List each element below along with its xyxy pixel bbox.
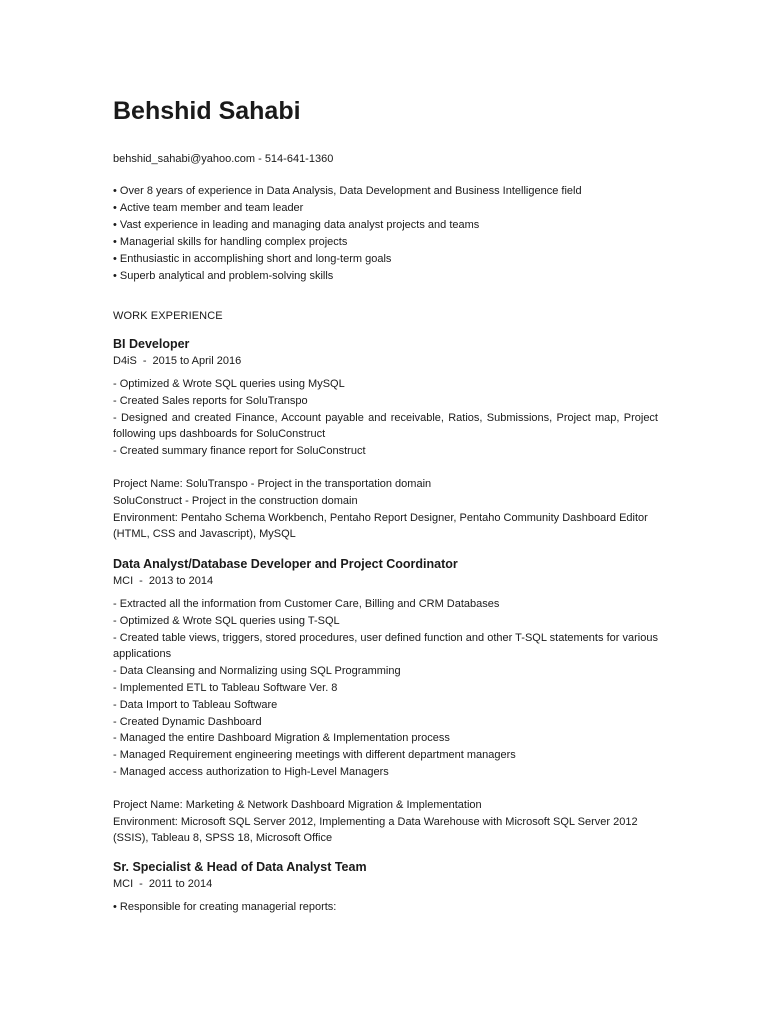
duty-item: - Data Import to Tableau Software — [113, 697, 658, 714]
job-meta-separator: - — [139, 575, 143, 587]
duty-item: - Created summary finance report for SoluConstruct — [113, 443, 658, 460]
project-details — [113, 797, 658, 847]
summary-list — [113, 183, 582, 285]
job-entry — [113, 858, 658, 916]
duty-item: - Data Cleansing and Normalizing using SQL Programming — [113, 663, 658, 680]
job-meta-separator: - — [142, 355, 147, 367]
job-meta-separator: - — [139, 878, 143, 890]
duty-list — [113, 376, 658, 460]
candidate-name: Behshid Sahabi — [113, 97, 301, 125]
duty-item: - Optimized & Wrote SQL queries using T-SQL — [113, 613, 658, 630]
job-company: MCI — [113, 878, 134, 890]
job-company: MCI — [113, 575, 134, 587]
summary-item: • Superb analytical and problem-solving skills — [113, 268, 582, 285]
job-period: 2011 to 2014 — [148, 878, 213, 890]
job-period: 2015 to April 2016 — [152, 355, 242, 367]
project-detail-line: SoluConstruct - Project in the construction domain — [113, 494, 358, 507]
duty-item: - Managed access authorization to High-Level Managers — [113, 764, 658, 781]
duty-item: - Created Dynamic Dashboard — [113, 714, 658, 731]
job-title: Sr. Specialist & Head of Data Analyst Team — [113, 860, 367, 874]
duty-item: - Managed the entire Dashboard Migration & Implementation process — [113, 730, 658, 747]
summary-item: • Managerial skills for handling complex projects — [113, 234, 582, 251]
duty-item: - Designed and created Finance, Account payable and receivable, Ratios, Submissions, Project map, Project following ups dashboards for SoluConstruct — [113, 410, 658, 444]
duty-item: - Created table views, triggers, stored procedures, user defined function and other T-SQL statements for various applications — [113, 630, 658, 664]
project-detail-line: Project Name: Marketing & Network Dashboard Migration & Implementation — [113, 798, 482, 811]
duty-item: - Optimized & Wrote SQL queries using MySQL — [113, 376, 658, 393]
bullet-item: • Responsible for creating managerial reports: — [113, 899, 658, 916]
contact-info: behshid_sahabi@yahoo.com - 514-641-1360 — [113, 153, 334, 165]
duty-item: - Implemented ETL to Tableau Software Ver. 8 — [113, 680, 658, 697]
work-experience-heading: WORK EXPERIENCE — [113, 310, 223, 322]
job-entry — [113, 335, 658, 543]
job-period: 2013 to 2014 — [148, 575, 214, 587]
job-meta — [113, 876, 658, 893]
job-meta — [113, 573, 658, 590]
bullet-list — [113, 899, 658, 916]
job-company: D4iS — [113, 355, 137, 367]
project-detail-line: Project Name: SoluTranspo - Project in the transportation domain — [113, 477, 432, 490]
job-entry — [113, 555, 658, 847]
duty-item: - Managed Requirement engineering meetings with different department managers — [113, 747, 658, 764]
summary-item: • Active team member and team leader — [113, 200, 582, 217]
job-meta — [113, 353, 658, 370]
duty-item: - Extracted all the information from Customer Care, Billing and CRM Databases — [113, 596, 658, 613]
project-detail-line: Environment: Pentaho Schema Workbench, Pentaho Report Designer, Pentaho Community Dashboard Editor (HTML, CSS and Javascript), MySQL — [113, 511, 648, 541]
duty-list — [113, 596, 658, 781]
job-title: BI Developer — [113, 337, 190, 351]
project-detail-line: Environment: Microsoft SQL Server 2012, Implementing a Data Warehouse with Microsoft SQL Server 2012 (SSIS), Tableau 8, SPSS 18, Microsoft Office — [113, 815, 638, 845]
summary-item: • Enthusiastic in accomplishing short and long-term goals — [113, 251, 582, 268]
project-details — [113, 476, 658, 543]
summary-item: • Vast experience in leading and managing data analyst projects and teams — [113, 217, 582, 234]
duty-item: - Created Sales reports for SoluTranspo — [113, 393, 658, 410]
summary-item: • Over 8 years of experience in Data Analysis, Data Development and Business Intelligence field — [113, 183, 582, 200]
job-title: Data Analyst/Database Developer and Project Coordinator — [113, 557, 458, 571]
